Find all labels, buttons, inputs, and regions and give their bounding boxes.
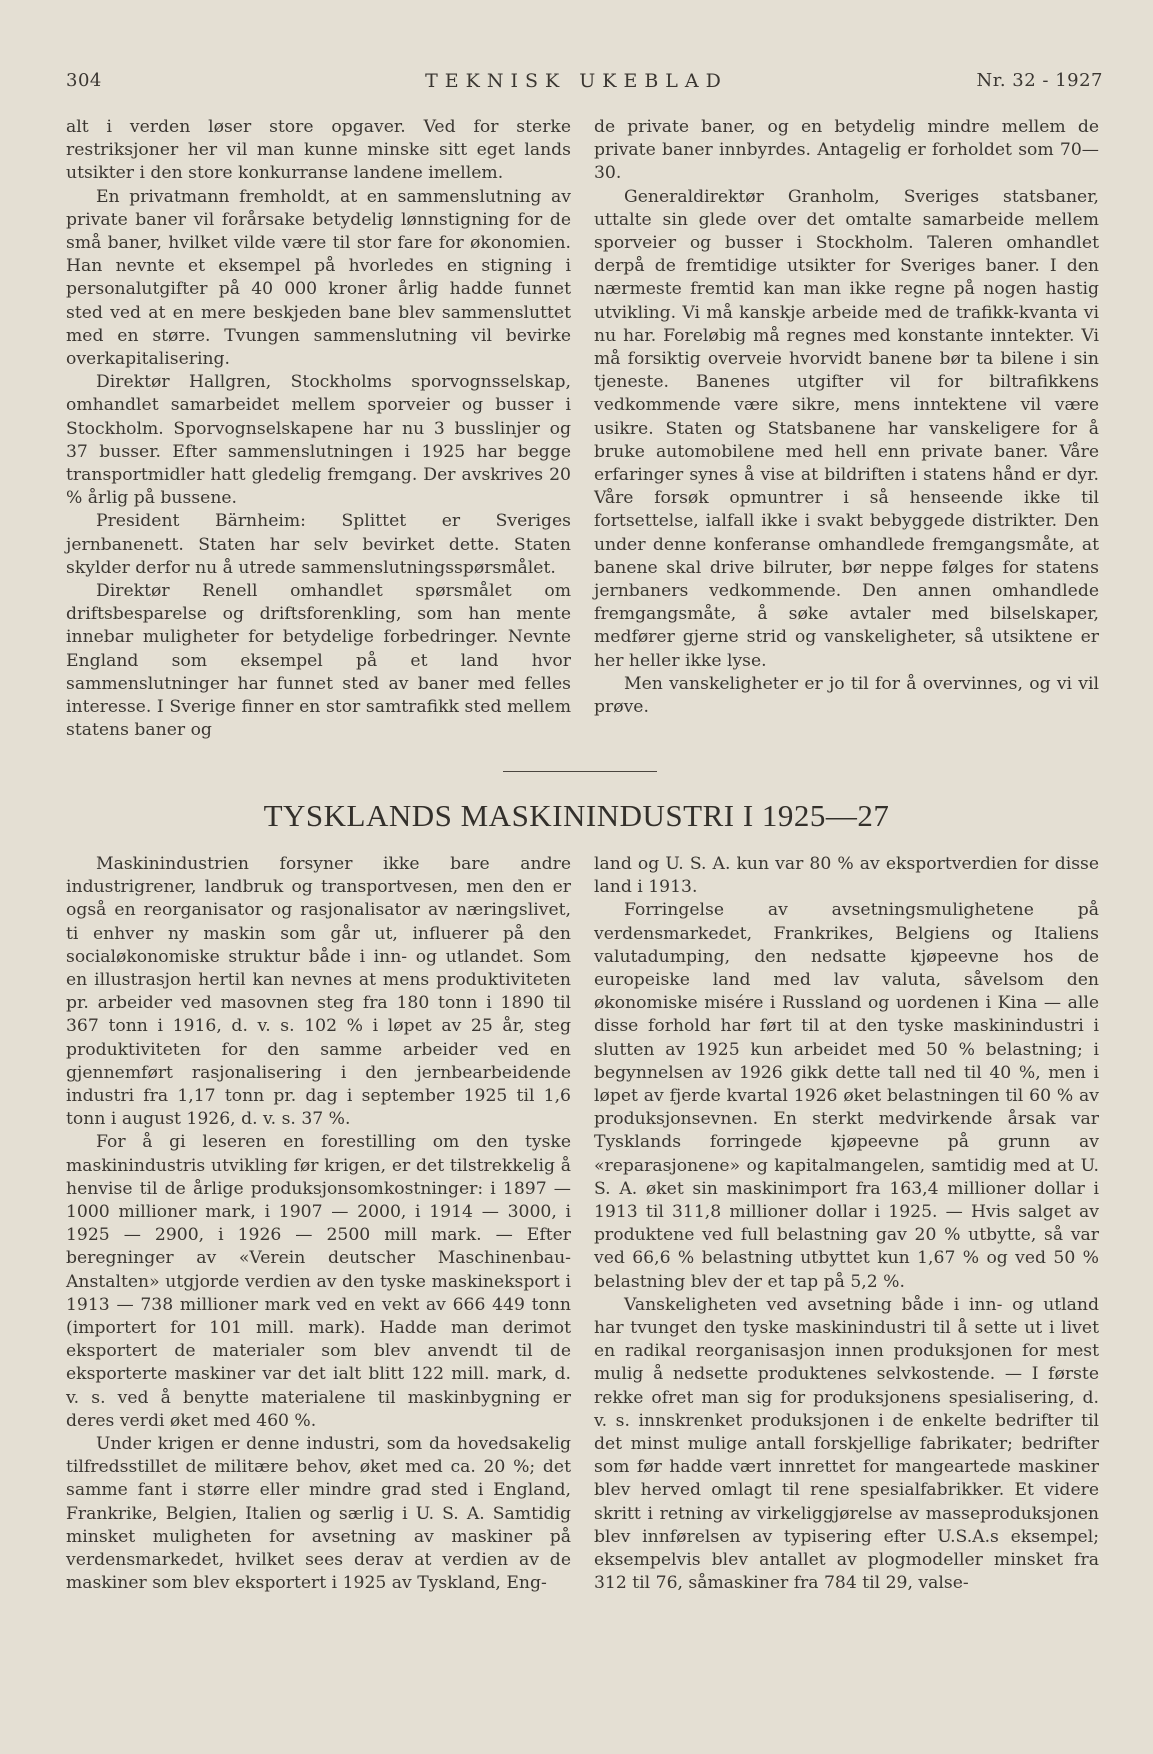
article-title: TYSKLANDS MASKININDUSTRI I 1925—27 — [263, 798, 890, 833]
paragraph: For å gi leseren en forestilling om den tyske maskinindustris utvikling før krigen, er det tilstrekkelig å henvise til de årlige produksjonsomkostninger: i 1897 — 1000 millioner mark, i 1907 — 2000, i 1914 — 3000, i 1925 — 2900, i 1926 — 2500 mill mark. — Efter beregninger av «Verein deutscher Maschinenbau-Anstalten» utgjorde verdien av den tyske maskineksport i 1913 — 738 millioner mark ved en vekt av 666 449 tonn (importert for 101 mill. mark). Hadde man derimot eksportert de materialer som blev anvendt til de eksporterte maskiner var det ialt blitt 122 mill. mark, d. v. s. ved å benytte materialene til maskinbygning er deres verdi øket med 460 %. — [66, 1132, 571, 1431]
page-number: 304 — [66, 70, 102, 91]
paragraph: Vanskeligheten ved avsetning både i inn- og utland har tvunget den tyske maskinindustri til å sette ut i livet en radikal reorganisasjon innen produksjonen for mest mulig å nedsette produktenes selvkostende. — I første rekke ofret man sig for produksjonens spesialisering, d. v. s. innskrenket produksjonen i de enkelte bedrifter til det minst mulige antall forskjellige fabrikater; bedrifter som før hadde vært innrettet for mangeartede maskiner blev herved omlagt til rene spesialfabrikker. Et videre skritt i retning av virkeliggjørelse av masseproduksjonen blev innførelsen av typisering efter U.S.A.s eksempel; eksempelvis blev antallet av plogmodeller minsket fra 312 til 76, såmaskiner fra 784 til 29, valse- — [594, 1294, 1099, 1594]
paragraph: President Bärnheim: Splittet er Sveriges jernbanenett. Staten har selv bevirket dette. Staten skylder derfor nu å utrede sammenslutningsspørsmålet. — [66, 511, 571, 578]
paragraph: Maskinindustrien forsyner ikke bare andre industrigrener, landbruk og transportvesen, men den er også en reorganisator og rasjonalisator av næringslivet, ti enhver ny maskin som går ut, influerer på den socialøkonomiske struktur både i inn- og utlandet. Som en illustrasjon hertil kan nevnes at mens produktiviteten pr. arbeider ved masovnen steg fra 180 tonn i 1890 til 367 tonn i 1916, d. v. s. 102 % i løpet av 25 år, steg produktiviteten for den samme arbeider ved en gjennemført rasjonalisering i den jernbearbeidende industri fra 1,17 tonn pr. dag i september 1925 til 1,6 tonn i august 1926, d. v. s. 37 %. — [66, 854, 571, 1130]
bottom-right-column — [594, 853, 1099, 1596]
issue-number: Nr. 32 - 1927 — [976, 70, 1103, 91]
paragraph: En privatmann fremholdt, at en sammenslutning av private baner vil forårsake betydelig lønnstigning for de små baner, hvilket vilde være til stor fare for økonomien. Han nevnte et eksempel på hvorledes en stigning i personalutgifter på 40 000 kroner årlig hadde funnet sted ved at en mere beskjeden bane blev sammensluttet med en større. Tvungen sammenslutning vil bevirke overkapitalisering. — [66, 186, 571, 370]
paragraph: de private baner, og en betydelig mindre mellem de private baner innbyrdes. Antagelig er forholdet som 70—30. — [594, 117, 1099, 184]
top-left-column — [66, 116, 571, 742]
paragraph: Direktør Renell omhandlet spørsmålet om driftsbesparelse og driftsforenkling, som han mente innebar muligheter for betydelige forbedringer. Nevnte England som eksempel på et land hvor sammenslutninger har funnet sted av baner med felles interesse. I Sverige finner en stor samtrafikk sted mellem statens baner og — [66, 581, 571, 741]
paragraph: Direktør Hallgren, Stockholms sporvognsselskap, omhandlet samarbeidet mellem sporveier og busser i Stockholm. Sporvognselskapene har nu 3 busslinjer og 37 busser. Efter sammenslutningen i 1925 har begge transportmidler hatt gledelig fremgang. Der avskrives 20 % årlig på bussene. — [66, 372, 571, 509]
top-right-column — [594, 116, 1099, 719]
paragraph: Generaldirektør Granholm, Sveriges statsbaner, uttalte sin glede over det omtalte samarbeide mellem sporveier og busser i Stockholm. Taleren omhandlet derpå de fremtidige utsikter for Sveriges baner. I den nærmeste fremtid kan man ikke regne på nogen hastig utvikling. Vi må kanskje arbeide med de trafikk-kvanta vi nu har. Foreløbig må regnes med konstante inntekter. Vi må forsiktig overveie hvorvidt banene bør ta bilene i sin tjeneste. Banenes utgifter vil for biltrafikkens vedkommende være sikre, mens inntektene vil være usikre. Staten og Statsbanene har vanskeligere for å bruke automobilene med hell enn private baner. Våre erfaringer synes å vise at bildriften i statens hånd er dyr. Våre forsøk opmuntrer i så henseende ikke til fortsettelse, ialfall ikke i svakt bebyggede distrikter. Den under denne konferanse omhandlede fremgangsmåte, at banene skal drive bilruter, bør neppe følges for statens jernbaners vedkommende. Den annen omhandlede fremgangsmåte, å søke avtaler med bilselskaper, medfører gjerne strid og vanskeligheter, så utsiktene er her heller ikke lyse. — [594, 186, 1099, 671]
bottom-left-column — [66, 853, 571, 1596]
journal-title: TEKNISK UKEBLAD — [425, 70, 728, 92]
section-divider — [503, 771, 657, 772]
paragraph: Under krigen er denne industri, som da hovedsakelig tilfredsstillet de militære behov, øket med ca. 20 %; det samme fant i større eller mindre grad sted i England, Frankrike, Belgien, Italien og særlig i U. S. A. Samtidig minsket muligheten for avsetning av maskiner på verdensmarkedet, hvilket sees derav at verdien av de maskiner som blev eksportert i 1925 av Tyskland, Eng- — [66, 1434, 571, 1594]
paragraph: Forringelse av avsetningsmulighetene på verdensmarkedet, Frankrikes, Belgiens og Italiens valutadumping, den nedsatte kjøpeevne hos de europeiske land med lav valuta, såvelsom den økonomiske misére i Russland og uordenen i Kina — alle disse forhold har ført til at den tyske maskinindustri i slutten av 1925 kun arbeidet med 50 % belastning; i begynnelsen av 1926 gikk dette tall ned til 40 %, men i løpet av fjerde kvartal 1926 øket belastningen til 60 % av produksjonsevnen. En sterkt medvirkende årsak var Tysklands forringede kjøpeevne på grunn av «reparasjonene» og kapitalmangelen, samtidig med at U. S. A. øket sin maskinimport fra 163,4 millioner dollar i 1913 til 311,8 millioner dollar i 1925. — Hvis salget av produktene ved full belastning gav 20 % utbytte, så var ved 66,6 % belastning utbyttet kun 1,67 % og ved 50 % belastning blev der et tap på 5,2 %. — [594, 900, 1099, 1292]
paragraph: Men vanskeligheter er jo til for å overvinnes, og vi vil prøve. — [594, 673, 1099, 718]
paragraph: alt i verden løser store opgaver. Ved for sterke restriksjoner her vil man kunne minske sitt eget lands utsikter i den store konkurranse landene imellem. — [66, 117, 571, 184]
paragraph: land og U. S. A. kun var 80 % av eksportverdien for disse land i 1913. — [594, 854, 1099, 898]
